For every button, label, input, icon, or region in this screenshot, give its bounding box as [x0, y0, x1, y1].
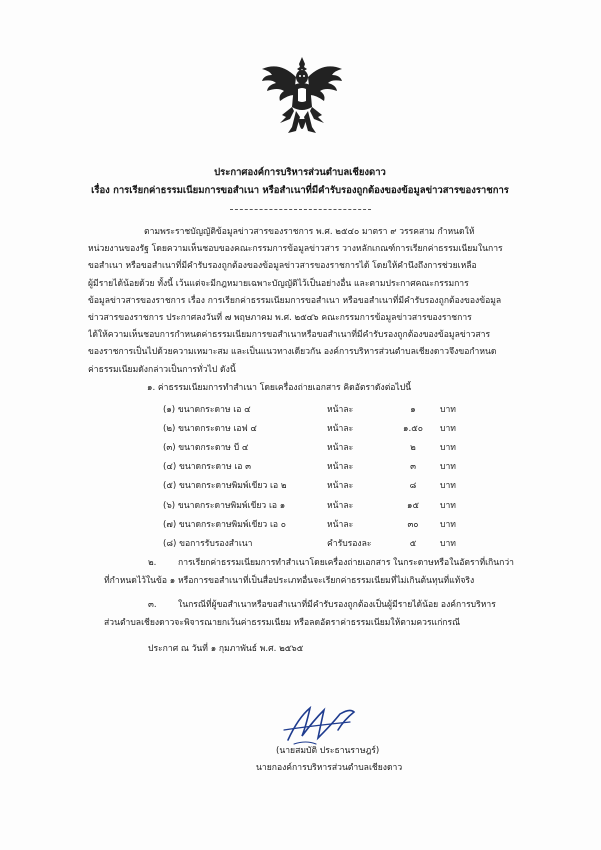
announcement-title: ประกาศองค์การบริหารส่วนตำบลเชียงดาว: [214, 167, 386, 178]
item-2-text: การเรียกค่าธรรมเนียมการทำสำเนาโดยเครื่องถ่ายเอกสาร ในกระดาษหรือในอัตราที่เกินกว่า: [178, 558, 514, 568]
fee-amount: ๒: [410, 442, 416, 453]
fee-label: (๑) ขนาดกระดาษ เอ ๔: [163, 404, 251, 415]
paragraph-line: ตามพระราชบัญญัติข้อมูลข่าวสารของราชการ พ.ศ. ๒๕๔๐ มาตรา ๙ วรรคสาม กำหนดให้: [144, 227, 475, 237]
fee-label: (๔) ขนาดกระดาษ เอ ๓: [163, 462, 252, 473]
fee-label: (๒) ขนาดกระดาษ เอฟ ๔: [163, 423, 257, 434]
garuda-emblem-icon: [260, 55, 344, 141]
fee-item-heading: ๑. ค่าธรรมเนียมการทำสำเนา โดยเครื่องถ่ายเอกสาร คิดอัตราดังต่อไปนี้: [147, 383, 412, 393]
fee-unit: หน้าละ: [327, 404, 354, 415]
fee-row: [163, 476, 480, 495]
fee-currency: บาท: [440, 442, 456, 453]
paragraph-line: หน่วยงานของรัฐ โดยความเห็นชอบของคณะกรรมการข้อมูลข่าวสาร วางหลักเกณฑ์การเรียกค่าธรรมเนียมในการ: [88, 244, 503, 255]
fee-amount: ๑.๕๐: [403, 423, 423, 434]
paragraph-line: ได้ให้ความเห็นชอบการกำหนดค่าธรรมเนียมการขอสำเนาหรือขอสำเนาที่มีคำรับรองถูกต้องของข้อมูลข่าวสาร: [88, 330, 491, 341]
paragraph-line: ขอสำเนา หรือขอสำเนาที่มีคำรับรองถูกต้องของข้อมูลข่าวสารของราชการได้ โดยให้คำนึงถึงการช่วยเหลือ: [88, 261, 477, 272]
fee-currency: บาท: [440, 462, 456, 473]
fee-label: (๓) ขนาดกระดาษ บี ๔: [163, 442, 249, 453]
fee-currency: บาท: [440, 423, 456, 434]
paragraph-line: ค่าธรรมเนียมดังกล่าวเป็นการทั่วไป ดังนี้: [88, 364, 236, 375]
fee-label: (๘) ขอการรับรองสำเนา: [163, 538, 253, 549]
item-3-text: ในกรณีที่ผู้ขอสำเนาหรือขอสำเนาที่มีคำรับรองถูกต้องเป็นผู้มีรายได้น้อย องค์การบริหาร: [178, 600, 496, 610]
fee-row: [163, 533, 480, 552]
fee-label: (๕) ขนาดกระดาษพิมพ์เขียว เอ ๒: [163, 481, 287, 492]
fee-row: [163, 418, 480, 437]
fee-currency: บาท: [440, 404, 456, 415]
fee-currency: บาท: [440, 519, 456, 530]
fee-amount: ๓: [410, 462, 416, 473]
announcement-date: ประกาศ ณ วันที่ ๑ กุมภาพันธ์ พ.ศ. ๒๕๖๕: [148, 644, 304, 654]
paragraph-line: ของราชการเป็นไปด้วยความเหมาะสม และเป็นแนวทางเดียวกัน องค์การบริหารส่วนตำบลเชียงดาวจึงขอกำหนด: [88, 347, 497, 358]
fee-amount: ๘: [409, 481, 417, 492]
preamble-paragraph: [88, 224, 533, 379]
paragraph-line: ข้อมูลข่าวสารของราชการ เรื่อง การเรียกค่าธรรมเนียมการขอสำเนา หรือขอสำเนาที่มีคำรับรองถูกต้องของข้อมูล: [88, 295, 502, 306]
fee-unit: หน้าละ: [327, 481, 354, 492]
fee-currency: บาท: [440, 500, 456, 511]
item-2-text-cont: ที่กำหนดไว้ในข้อ ๑ หรือการขอสำเนาที่เป็นสื่อประเภทอื่นจะเรียกค่าธรรมเนียมที่ไม่เกินต้นทุนที่แท้จริง: [104, 576, 475, 586]
divider: [230, 209, 371, 210]
item-2-number: ๒.: [148, 558, 157, 568]
fee-amount: ๑๕: [407, 500, 419, 511]
signer-name: (นายสมบัติ ประธานราษฎร์): [276, 746, 380, 756]
signer-position: นายกองค์การบริหารส่วนตำบลเชียงดาว: [256, 763, 403, 773]
fee-unit: หน้าละ: [327, 519, 354, 530]
fee-unit: หน้าละ: [327, 423, 354, 434]
fee-unit: หน้าละ: [327, 462, 354, 473]
fee-currency: บาท: [440, 538, 456, 549]
announcement-subject: เรื่อง การเรียกค่าธรรมเนียมการขอสำเนา หรือสำเนาที่มีคำรับรองถูกต้องของข้อมูลข่าวสารของราชการ: [91, 185, 509, 196]
item-3-number: ๓.: [148, 600, 157, 610]
fee-label: (๗) ขนาดกระดาษพิมพ์เขียว เอ ๐: [163, 519, 287, 530]
fee-amount: ๑: [410, 404, 416, 415]
fee-unit: หน้าละ: [327, 500, 354, 511]
fee-row: [163, 399, 480, 418]
fee-row: [163, 514, 480, 533]
fee-amount: ๕: [409, 538, 417, 549]
item-3-text-cont: ส่วนตำบลเชียงดาวจะพิจารณายกเว้นค่าธรรมเนียม หรือลดอัตราค่าธรรมเนียมให้ตามควรแก่กรณี: [104, 618, 461, 628]
fee-amount: ๓๐: [407, 519, 419, 530]
fee-unit: หน้าละ: [327, 442, 354, 453]
fee-unit: คำรับรองละ: [327, 538, 372, 549]
paragraph-line: ผู้มีรายได้น้อยด้วย ทั้งนี้ เว้นแต่จะมีกฎหมายเฉพาะบัญญัติไว้เป็นอย่างอื่น และตามประกาศคณะกรรมการ: [88, 278, 469, 289]
fee-row: [163, 437, 480, 456]
fee-table: [163, 399, 480, 553]
fee-label: (๖) ขนาดกระดาษพิมพ์เขียว เอ ๑: [163, 500, 286, 511]
fee-currency: บาท: [440, 481, 456, 492]
fee-row: [163, 495, 480, 514]
paragraph-line: ข่าวสารของราชการ ประกาศลงวันที่ ๗ พฤษภาคม พ.ศ. ๒๕๔๖ คณะกรรมการข้อมูลข่าวสารของราชการ: [88, 313, 472, 324]
fee-row: [163, 457, 480, 476]
